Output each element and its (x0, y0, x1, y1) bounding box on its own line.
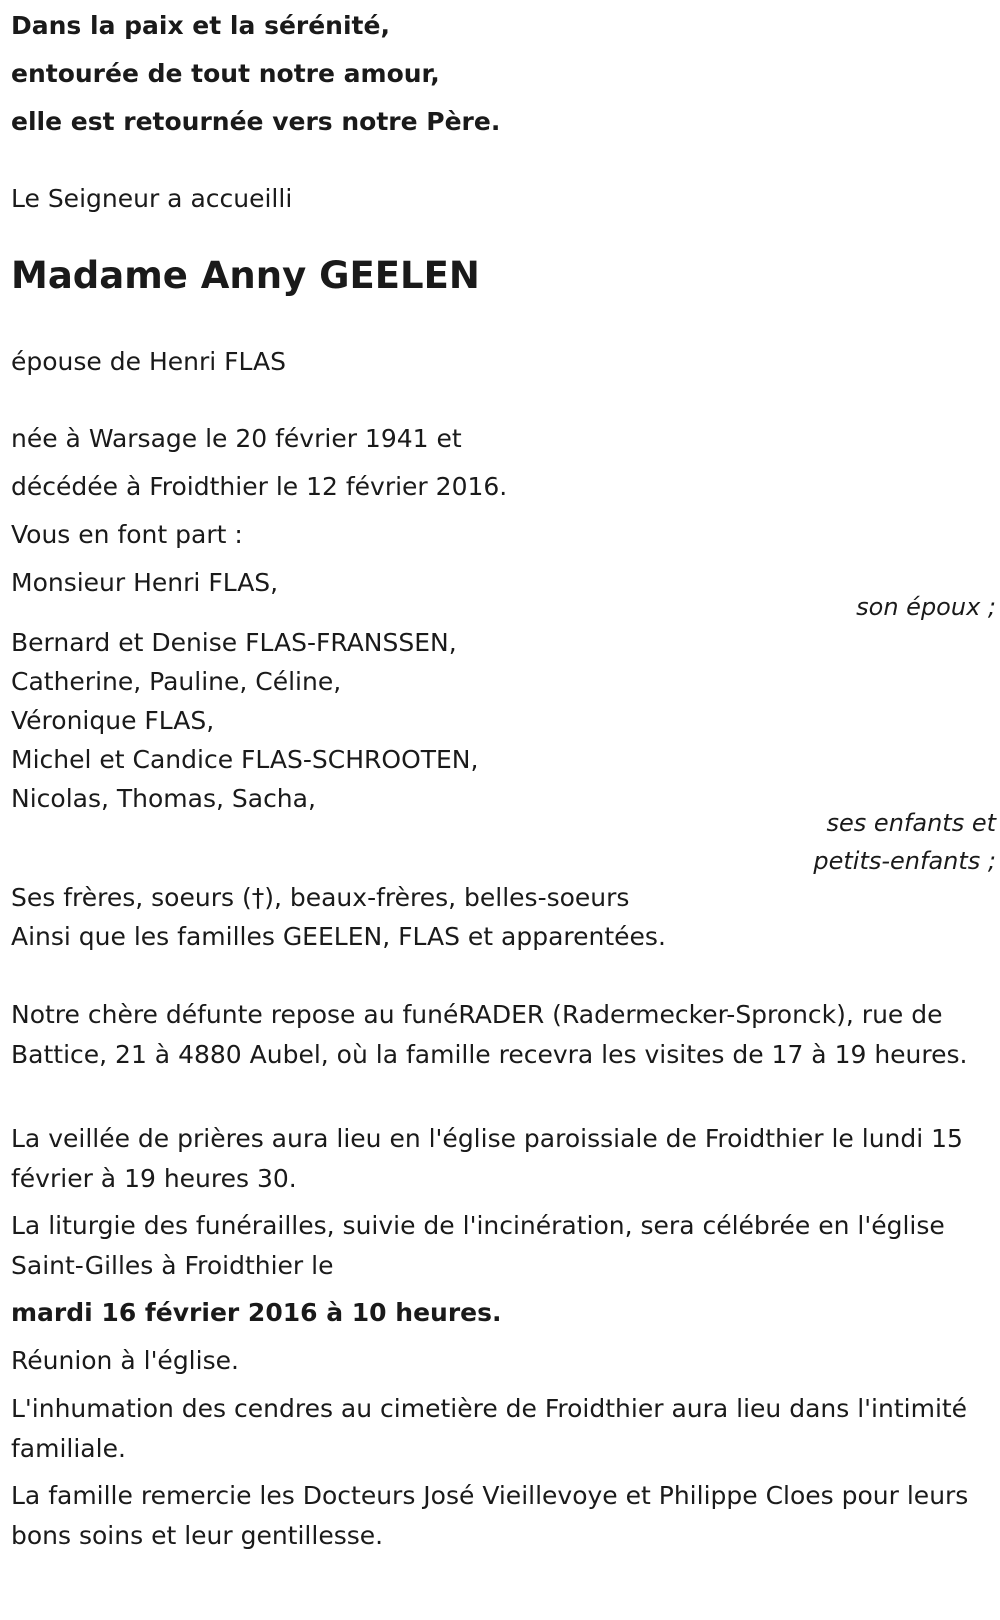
child-line: Catherine, Pauline, Céline, (11, 667, 342, 696)
intro-line-2: entourée de tout notre amour, (11, 59, 440, 88)
children-role-line-2: petits-enfants ; (813, 847, 996, 875)
deceased-name: Madame Anny GEELEN (11, 254, 480, 297)
child-line: Bernard et Denise FLAS-FRANSSEN, (11, 628, 457, 657)
child-line: Michel et Candice FLAS-SCHROOTEN, (11, 745, 479, 774)
husband-role: son époux ; (856, 593, 996, 621)
death-line: décédée à Froidthier le 12 février 2016. (11, 472, 508, 501)
remerciements-paragraph: La famille remercie les Docteurs José Vieillevoye et Philippe Cloes pour leurs bons soins et leur gentillesse. (11, 1481, 969, 1550)
families-line: Ainsi que les familles GEELEN, FLAS et apparentées. (11, 922, 666, 951)
announcement: Le Seigneur a accueilli (11, 184, 293, 213)
child-line: Véronique FLAS, (11, 706, 215, 735)
liturgie-paragraph: La liturgie des funérailles, suivie de l'incinération, sera célébrée en l'église Saint-Gilles à Froidthier le (11, 1211, 945, 1280)
family-intro: Vous en font part : (11, 520, 243, 549)
inhumation-paragraph: L'inhumation des cendres au cimetière de Froidthier aura lieu dans l'intimité familiale. (11, 1394, 968, 1463)
repose-paragraph: Notre chère défunte repose au funéRADER (Radermecker-Spronck), rue de Battice, 21 à 4880 Aubel, où la famille recevra les visites de 17 à 19 heures. (11, 1000, 968, 1069)
husband-name: Monsieur Henri FLAS, (11, 568, 279, 597)
reunion-paragraph: Réunion à l'église. (11, 1346, 239, 1375)
siblings-line: Ses frères, soeurs (†), beaux-frères, belles-soeurs (11, 883, 630, 912)
children-role-line-1: ses enfants et (826, 809, 996, 837)
spouse-line: épouse de Henri FLAS (11, 347, 286, 376)
intro-line-1: Dans la paix et la sérénité, (11, 11, 390, 40)
child-line: Nicolas, Thomas, Sacha, (11, 784, 316, 813)
funeral-date: mardi 16 février 2016 à 10 heures. (11, 1298, 502, 1327)
veillee-paragraph: La veillée de prières aura lieu en l'église paroissiale de Froidthier le lundi 15 février à 19 heures 30. (11, 1124, 963, 1193)
intro-line-3: elle est retournée vers notre Père. (11, 107, 501, 136)
birth-line: née à Warsage le 20 février 1941 et (11, 424, 462, 453)
